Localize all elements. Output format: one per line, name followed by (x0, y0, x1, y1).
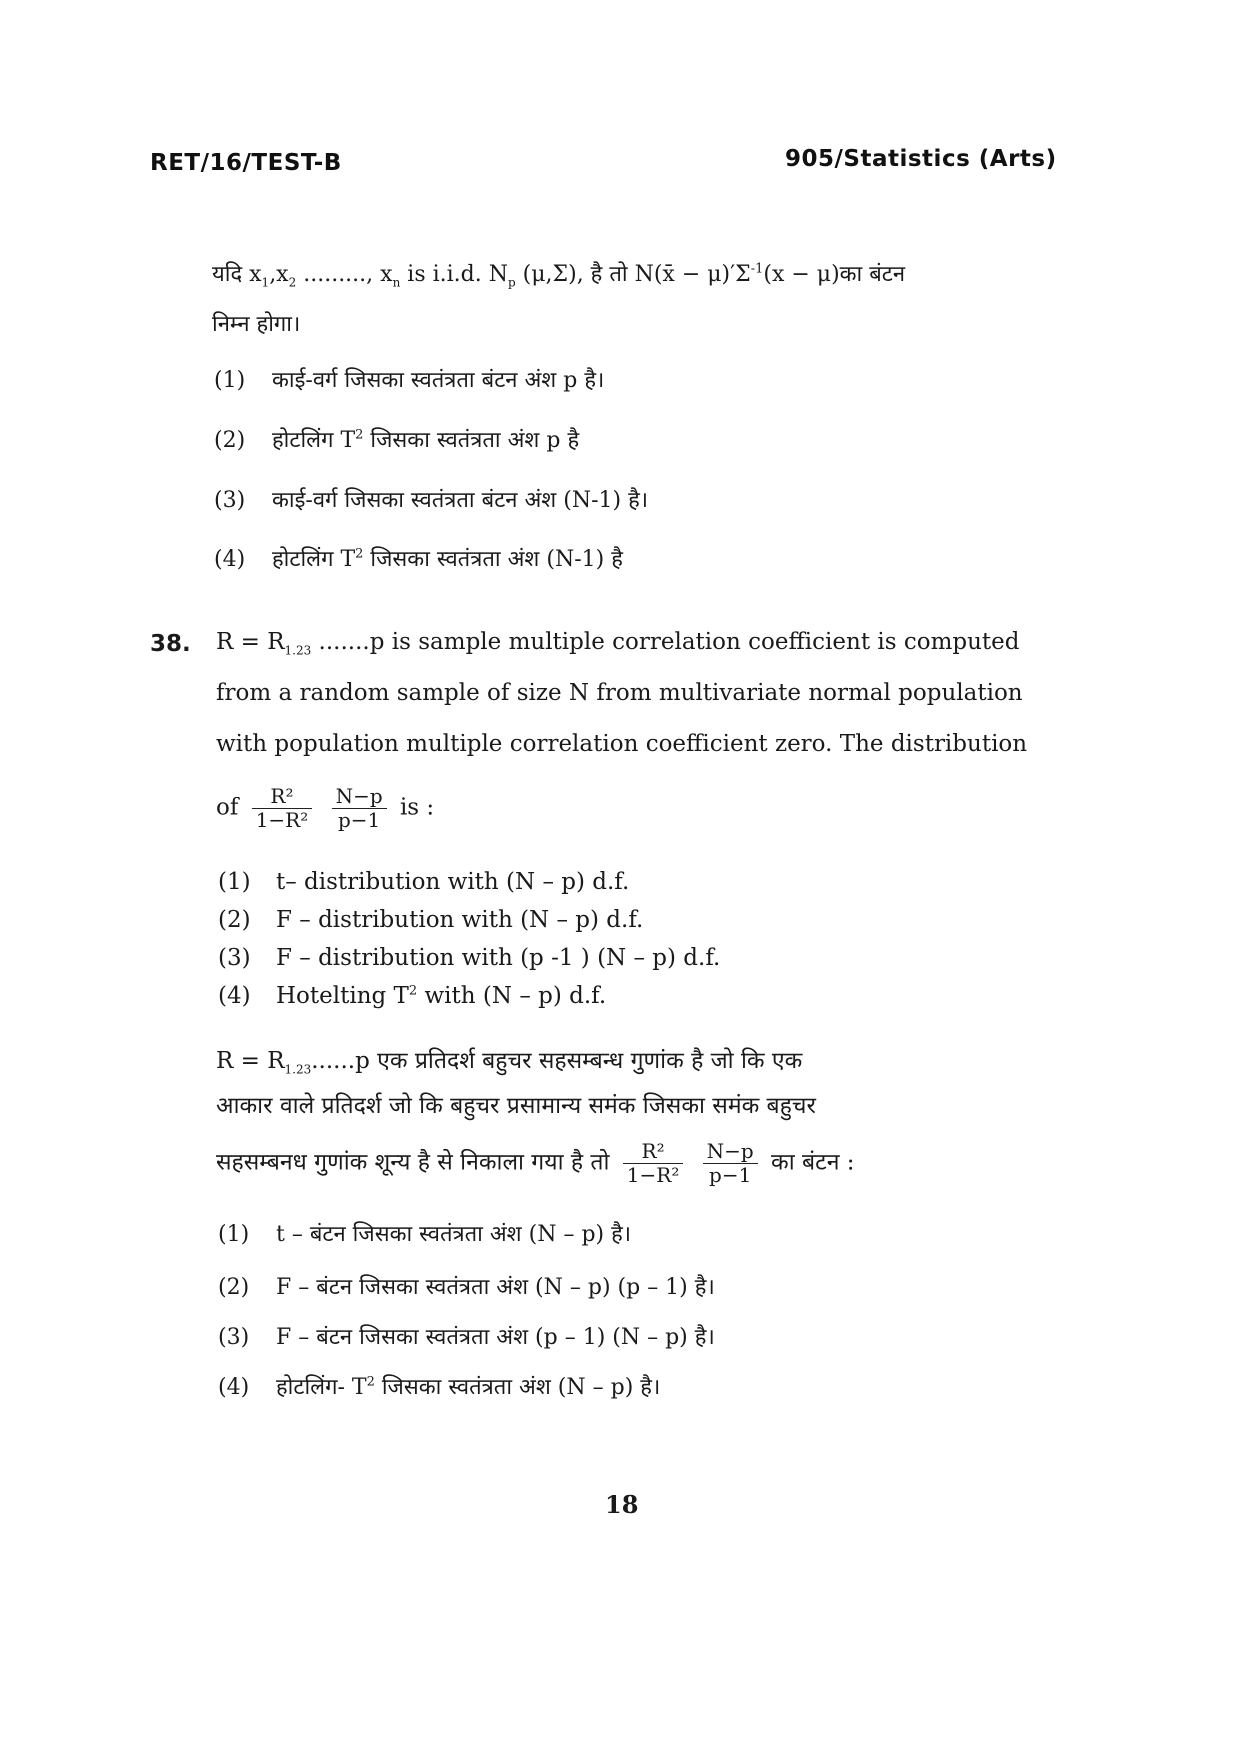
page-number: 18 (605, 1490, 639, 1519)
option-number: (3) (218, 945, 251, 971)
fraction-r2 (623, 1140, 684, 1187)
option-text: F – distribution with (p -1 ) (N – p) d.f. (276, 945, 721, 971)
option-number: (2) (218, 907, 251, 933)
q38-hindi-text: ......p एक प्रतिदर्श बहुचर सहसम्बन्ध गुणांक है जो कि एक (311, 1048, 803, 1074)
option-sup: 2 (366, 1374, 375, 1390)
q37-hindi-option-4 (214, 543, 623, 573)
q38-hindi-text: का बंटन : (771, 1149, 855, 1176)
option-text: होटलिंग- T (276, 1375, 367, 1400)
q37-hindi-option-2 (214, 424, 579, 454)
option-text: F – बंटन जिसका स्वतंत्रता अंश (N – p) (p – 1) है। (276, 1275, 715, 1300)
fraction-np (332, 785, 387, 832)
header-right: 905/Statistics (Arts) (785, 146, 1057, 172)
fraction-numerator: R² (252, 785, 313, 809)
fraction-denominator: 1−R² (626, 1163, 680, 1187)
option-text: होटलिंग T (272, 547, 356, 572)
fraction-numerator: R² (623, 1140, 684, 1164)
option-number: (1) (218, 869, 251, 895)
option-number: (4) (218, 983, 251, 1009)
q38-text: R = R (216, 629, 285, 655)
option-text: t– distribution with (N – p) d.f. (276, 869, 630, 895)
option-text: होटलिंग T (272, 428, 356, 453)
option-text: with (N – p) d.f. (417, 983, 607, 1009)
q38-hindi-option-1 (218, 1218, 631, 1248)
q37-hindi-option-3 (214, 484, 648, 514)
q38-hindi-text: R = R (216, 1048, 285, 1074)
q37-stem-part: ,x (269, 262, 289, 287)
option-text: जिसका स्वतंत्रता अंश p है (363, 428, 580, 453)
q38-option-2 (218, 907, 643, 933)
q38-hindi-line3 (216, 1140, 855, 1187)
q38-text: .......p is sample multiple correlation coefficient is computed (311, 629, 1020, 655)
q38-hindi-text: सहसम्बनध गुणांक शून्य है से निकाला गया है तो (216, 1149, 610, 1176)
option-number: (2) (218, 1275, 250, 1300)
q38-option-3 (218, 945, 720, 971)
q38-is-label: is : (399, 794, 435, 821)
q37-sub: 2 (288, 275, 297, 290)
q38-hindi-line1 (216, 1043, 802, 1077)
option-number: (4) (218, 1375, 250, 1400)
q37-stem-part: is i.i.d. N (400, 262, 508, 287)
q38-line1 (216, 629, 1020, 658)
option-number: (3) (214, 488, 246, 513)
fraction-numerator: N−p (332, 785, 387, 809)
q37-sup: -1 (750, 261, 764, 277)
q37-stem-part: (x − μ)का बंटन (763, 262, 906, 287)
header-left: RET/16/TEST-B (150, 150, 342, 176)
q37-hindi-stem-line2: निम्न होगा। (212, 312, 301, 337)
option-text: Hotelting T (276, 983, 409, 1009)
q37-hindi-option-1 (214, 364, 604, 394)
fraction-denominator: p−1 (709, 1163, 752, 1187)
fraction-denominator: p−1 (337, 808, 381, 832)
option-number: (1) (214, 368, 246, 393)
q38-expression (216, 785, 434, 832)
option-sup: 2 (355, 546, 364, 562)
q38-of-label: of (216, 794, 239, 821)
q38-hindi-option-4 (218, 1371, 660, 1401)
q37-stem-part: यदि x (212, 262, 262, 287)
option-text: F – बंटन जिसका स्वतंत्रता अंश (p – 1) (N – p) है। (276, 1325, 715, 1350)
fraction-denominator: 1−R² (255, 808, 309, 832)
q38-sub: 1.23 (284, 643, 312, 658)
q37-stem-part: (μ,Σ), है तो N(x̄ − μ)′Σ (515, 262, 751, 287)
option-text: जिसका स्वतंत्रता अंश (N – p) है। (374, 1375, 661, 1400)
option-text: t – बंटन जिसका स्वतंत्रता अंश (N – p) है। (276, 1222, 632, 1247)
q38-option-4 (218, 983, 606, 1009)
q37-hindi-stem-line1 (212, 258, 905, 289)
q38-option-1 (218, 869, 629, 895)
option-text: काई-वर्ग जिसका स्वतंत्रता बंटन अंश p है। (272, 368, 605, 393)
option-text: काई-वर्ग जिसका स्वतंत्रता बंटन अंश (N-1) है। (272, 488, 649, 513)
option-sup: 2 (408, 983, 418, 999)
q37-sub: p (508, 275, 516, 290)
q37-sub: 1 (261, 275, 270, 290)
option-text: F – distribution with (N – p) d.f. (276, 907, 644, 933)
q38-line2: from a random sample of size N from multivariate normal population (216, 680, 1023, 706)
question-number-38: 38. (150, 631, 191, 657)
option-number: (2) (214, 428, 246, 453)
fraction-r2 (252, 785, 313, 832)
fraction-np (703, 1140, 758, 1187)
option-number: (3) (218, 1325, 250, 1350)
q37-stem-part: ........., x (296, 262, 393, 287)
fraction-numerator: N−p (703, 1140, 758, 1164)
q38-hindi-option-3 (218, 1321, 715, 1351)
option-text: जिसका स्वतंत्रता अंश (N-1) है (363, 547, 623, 572)
q38-hindi-option-2 (218, 1271, 715, 1301)
q38-hindi-line2: आकार वाले प्रतिदर्श जो कि बहुचर प्रसामान्य समंक जिसका समंक बहुचर (216, 1093, 816, 1119)
q37-sub: n (392, 275, 401, 290)
option-sup: 2 (355, 427, 364, 443)
q38-hindi-sub: 1.23 (284, 1062, 312, 1077)
option-number: (4) (214, 547, 246, 572)
option-number: (1) (218, 1222, 250, 1247)
q38-line3: with population multiple correlation coefficient zero. The distribution (216, 731, 1028, 757)
